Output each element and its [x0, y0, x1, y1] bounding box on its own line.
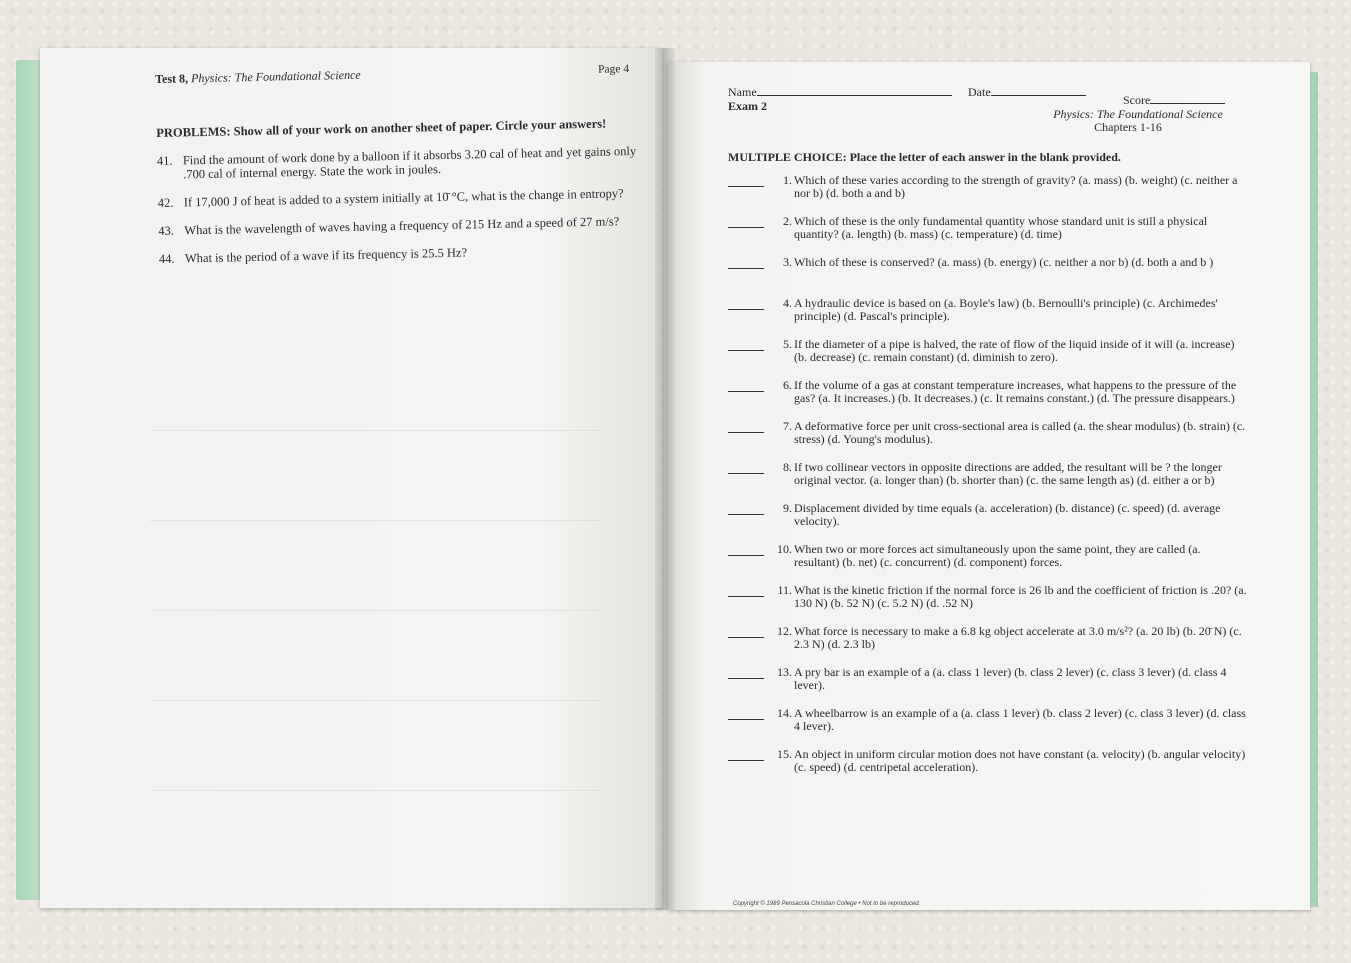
question-text: What force is necessary to make a 6.8 kg object accelerate at 3.0 m/s²? (a. 20 lb) (b. 20̄ N) (c. 2.3 N) (d. 2.3 lb) — [794, 624, 1242, 651]
question-number: 13. — [777, 665, 792, 679]
question-item — [728, 502, 1248, 529]
show-through-line — [150, 430, 600, 431]
problem-text: If 17,000 J of heat is added to a system initially at 10̄ °C, what is the change in entropy? — [183, 186, 624, 210]
course-title: Physics: The Foundational Science — [190, 67, 361, 86]
name-blank[interactable] — [757, 95, 952, 96]
question-text: A pry bar is an example of a (a. class 1 lever) (b. class 2 lever) (c. class 3 lever) (d. class 4 lever). — [794, 665, 1227, 692]
problem-text: What is the wavelength of waves having a frequency of 215 Hz and a speed of 27 m/s? — [184, 214, 620, 238]
left-page-content — [155, 62, 649, 266]
question-item — [728, 666, 1248, 693]
problem-item — [158, 186, 648, 210]
date-blank[interactable] — [991, 95, 1086, 96]
multiple-choice-heading: MULTIPLE CHOICE: Place the letter of each answer in the blank provided. — [728, 150, 1121, 164]
question-item — [728, 297, 1248, 324]
problem-number: 41. — [156, 153, 173, 168]
name-field[interactable] — [728, 86, 952, 99]
question-number: 6. — [783, 378, 792, 392]
question-list — [728, 174, 1248, 775]
test-label: Test 8, — [155, 71, 189, 86]
name-label: Name — [728, 85, 757, 99]
question-number: 11. — [777, 583, 792, 597]
question-number: 12. — [777, 624, 792, 638]
question-number: 4. — [783, 296, 792, 310]
question-item — [728, 625, 1248, 652]
page-number: Page 4 — [597, 63, 630, 76]
problems-heading: PROBLEMS: Show all of your work on another sheet of paper. Circle your answers! — [156, 116, 607, 140]
answer-blank[interactable] — [728, 637, 764, 638]
problem-item — [157, 144, 647, 182]
question-number: 1. — [783, 173, 792, 187]
question-text: If the diameter of a pipe is halved, the rate of flow of the liquid inside of it will (a. increase) (b. decrease) (c. remain constant) (d. diminish to zero). — [794, 337, 1235, 364]
question-text: Which of these is the only fundamental quantity whose standard unit is still a physical quantity? (a. length) (b. mass) (c. temperature) (d. time) — [794, 214, 1208, 241]
question-item — [728, 174, 1248, 201]
question-item — [728, 256, 1248, 283]
question-item — [728, 215, 1248, 242]
question-item — [728, 379, 1248, 406]
copyright-notice: Copyright © 1989 Pensacola Christian College • Not to be reproduced. — [733, 901, 921, 907]
question-number: 2. — [783, 214, 792, 228]
answer-blank[interactable] — [728, 760, 764, 761]
answer-blank[interactable] — [728, 555, 764, 556]
show-through-line — [150, 790, 600, 791]
question-text: An object in uniform circular motion does not have constant (a. velocity) (b. angular velocity) (c. speed) (d. centripetal acceleration). — [794, 747, 1246, 774]
question-number: 3. — [783, 255, 792, 269]
answer-blank[interactable] — [728, 186, 764, 187]
question-item — [728, 584, 1248, 611]
question-item — [728, 748, 1248, 775]
question-text: Displacement divided by time equals (a. acceleration) (b. distance) (c. speed) (d. average velocity). — [794, 501, 1221, 528]
answer-blank[interactable] — [728, 268, 764, 269]
question-number: 14. — [777, 706, 792, 720]
question-text: When two or more forces act simultaneously upon the same point, they are called (a. resultant) (b. net) (c. concurrent) (d. component) forces. — [794, 542, 1201, 569]
score-field[interactable] — [1123, 94, 1225, 107]
question-text: If two collinear vectors in opposite directions are added, the resultant will be ? the longer original vector. (a. longer than) (b. shorter than) (c. the same length as) (d. either a or b) — [794, 460, 1222, 487]
question-text: What is the kinetic friction if the normal force is 26 lb and the coefficient of friction is .20? (a. 130 N) (b. 52 N) (c. 5.2 N) (d. .52 N) — [794, 583, 1247, 610]
question-number: 8. — [783, 460, 792, 474]
question-text: If the volume of a gas at constant temperature increases, what happens to the pressure of the gas? (a. It increases.) (b. It decreases.) (c. It remains constant.) (d. The pressure disappears.) — [794, 378, 1237, 405]
question-item — [728, 420, 1248, 447]
show-through-line — [150, 700, 600, 701]
problem-text: What is the period of a wave if its frequency is 25.5 Hz? — [184, 245, 468, 266]
answer-blank[interactable] — [728, 678, 764, 679]
course-title: Physics: The Foundational Science — [1053, 107, 1223, 121]
problem-item — [158, 214, 648, 238]
question-number: 9. — [783, 501, 792, 515]
answer-blank[interactable] — [728, 432, 764, 433]
question-number: 15. — [777, 747, 792, 761]
book-spine — [655, 48, 675, 910]
question-item — [728, 461, 1248, 488]
question-number: 7. — [783, 419, 792, 433]
question-item — [728, 707, 1248, 734]
problem-text: Find the amount of work done by a balloon if it absorbs 3.20 cal of heat and yet gains only .700 cal of internal energy. State the work in joules. — [182, 143, 637, 182]
show-through-line — [150, 610, 600, 611]
answer-blank[interactable] — [728, 596, 764, 597]
answer-blank[interactable] — [728, 227, 764, 228]
question-number: 10. — [777, 542, 792, 556]
right-page-content — [728, 86, 1248, 789]
question-text: A hydraulic device is based on (a. Boyle's law) (b. Bernoulli's principle) (c. Archimedes' principle) (d. Pascal's principle). — [794, 296, 1218, 323]
exam-label: Exam 2 — [728, 99, 767, 113]
show-through-line — [150, 520, 600, 521]
question-text: A wheelbarrow is an example of a (a. class 1 lever) (b. class 2 lever) (c. class 3 lever) (d. class 4 lever). — [794, 706, 1246, 733]
question-text: Which of these varies according to the strength of gravity? (a. mass) (b. weight) (c. neither a nor b) (d. both a and b) — [794, 173, 1238, 200]
problem-number: 43. — [158, 223, 175, 238]
answer-blank[interactable] — [728, 391, 764, 392]
answer-blank[interactable] — [728, 350, 764, 351]
answer-blank[interactable] — [728, 719, 764, 720]
question-text: Which of these is conserved? (a. mass) (b. energy) (c. neither a nor b) (d. both a and b ) — [794, 255, 1214, 269]
answer-blank[interactable] — [728, 473, 764, 474]
score-blank[interactable] — [1150, 103, 1225, 104]
question-number: 5. — [783, 337, 792, 351]
problem-number: 42. — [157, 195, 174, 210]
date-field[interactable] — [968, 86, 1086, 99]
answer-blank[interactable] — [728, 309, 764, 310]
problem-number: 44. — [158, 251, 175, 266]
question-item — [728, 543, 1248, 570]
chapters-label: Chapters 1-16 — [1094, 120, 1162, 134]
question-item — [728, 338, 1248, 365]
answer-blank[interactable] — [728, 514, 764, 515]
score-label: Score — [1123, 93, 1151, 107]
question-text: A deformative force per unit cross-sectional area is called (a. the shear modulus) (b. strain) (c. stress) (d. Young's modulus). — [794, 419, 1246, 446]
date-label: Date — [968, 85, 991, 99]
